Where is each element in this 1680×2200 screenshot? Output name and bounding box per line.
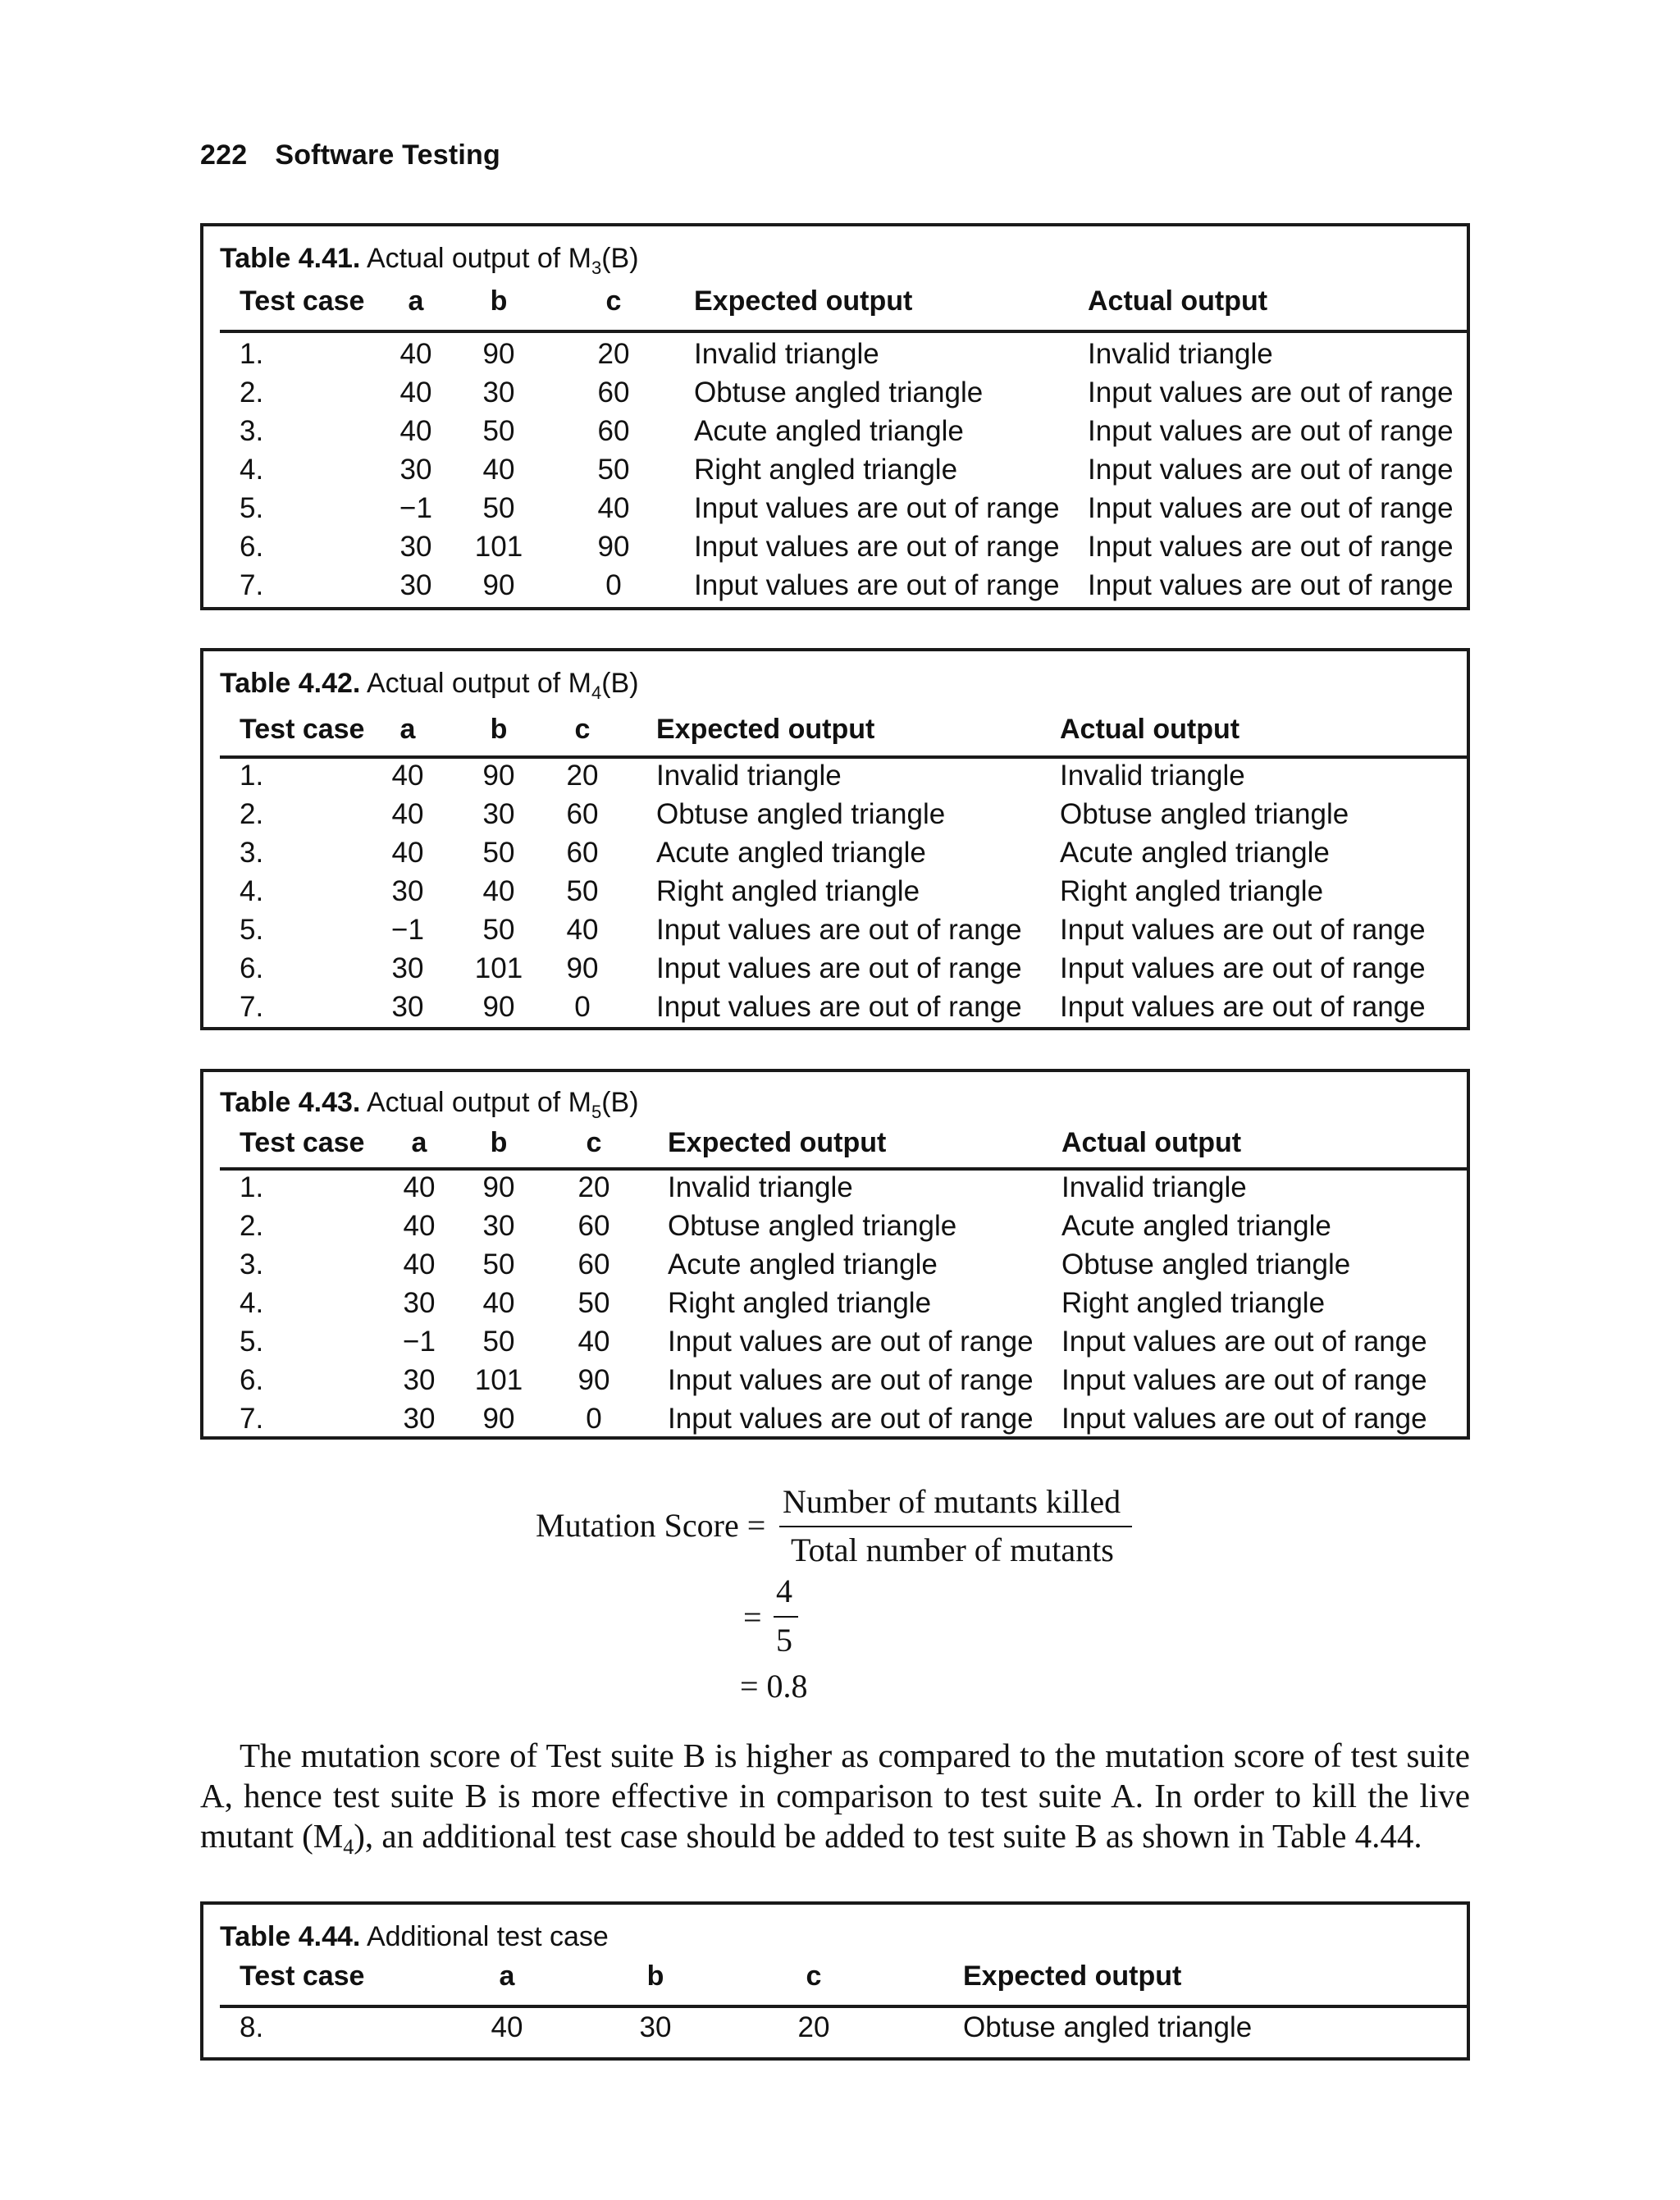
cell-a: 40 <box>391 760 424 792</box>
cell-test-case: 7. <box>240 569 264 601</box>
cell-actual-output: Acute angled triangle <box>1061 1210 1331 1242</box>
cell-expected-output: Invalid triangle <box>668 1171 853 1203</box>
formula-eq: = <box>743 1599 762 1636</box>
cell-expected-output: Invalid triangle <box>656 760 842 792</box>
cell-expected-output: Obtuse angled triangle <box>668 1210 957 1242</box>
cell-c: 0 <box>605 569 622 601</box>
cell-b: 50 <box>482 492 515 524</box>
cell-b: 50 <box>482 1248 515 1280</box>
cell-actual-output: Input values are out of range <box>1088 492 1454 524</box>
cell-a: 40 <box>391 798 424 830</box>
cell-c: 20 <box>578 1171 610 1203</box>
cell-a: 30 <box>391 991 424 1023</box>
column-header-c: c <box>586 1127 602 1158</box>
cell-actual-output: Input values are out of range <box>1088 569 1454 601</box>
formula-result: = 0.8 <box>740 1668 808 1705</box>
cell-expected-output: Input values are out of range <box>656 952 1022 984</box>
cell-a: 30 <box>403 1403 436 1435</box>
table-row <box>203 1287 1467 1325</box>
cell-c: 90 <box>578 1364 610 1396</box>
table-row <box>203 1248 1467 1286</box>
formula-lhs: Mutation Score = <box>536 1507 766 1544</box>
cell-a: 30 <box>391 875 424 907</box>
cell-expected-output: Obtuse angled triangle <box>694 377 984 409</box>
cell-actual-output: Input values are out of range <box>1061 1403 1427 1435</box>
cell-b: 90 <box>482 338 515 370</box>
cell-a: 40 <box>399 415 432 447</box>
cell-test-case: 6. <box>240 952 264 984</box>
cell-b: 30 <box>482 377 515 409</box>
cell-test-case: 1. <box>240 1171 264 1203</box>
table-row <box>203 1403 1467 1440</box>
cell-c: 60 <box>578 1248 610 1280</box>
cell-b: 90 <box>482 991 515 1023</box>
table-row <box>203 1210 1467 1248</box>
cell-a: −1 <box>391 914 424 946</box>
table-row <box>203 1326 1467 1363</box>
column-header-expected-output: Expected output <box>963 1960 1182 1992</box>
table-row <box>203 760 1467 797</box>
column-header-b: b <box>490 285 508 317</box>
cell-b: 30 <box>482 1210 515 1242</box>
cell-expected-output: Input values are out of range <box>668 1326 1034 1358</box>
table-row <box>203 991 1467 1029</box>
fraction-bar-small <box>774 1616 798 1618</box>
formula-denominator: Total number of mutants <box>791 1531 1114 1568</box>
cell-c: 60 <box>597 415 630 447</box>
cell-actual-output: Input values are out of range <box>1060 991 1426 1023</box>
cell-b: 50 <box>482 415 515 447</box>
cell-expected-output: Invalid triangle <box>694 338 879 370</box>
cell-c: 60 <box>566 798 599 830</box>
cell-actual-output: Right angled triangle <box>1060 875 1324 907</box>
cell-b: 40 <box>482 1287 515 1319</box>
cell-b: 30 <box>482 798 515 830</box>
cell-a: 30 <box>399 531 432 563</box>
paragraph-text: The mutation score of Test suite B is higher as compared to the mutation score of test suite A, hence test suite B is more effective in comparison to test suite A. In order to kill the live mutant $(M_4)$, an additional test case should be added to test suite B as shown in Table 4.44. <box>200 1737 1470 1859</box>
cell-actual-output: Right angled triangle <box>1061 1287 1326 1319</box>
cell-test-case: 5. <box>240 1326 264 1358</box>
cell-a: 40 <box>391 837 424 869</box>
cell-a: 40 <box>399 338 432 370</box>
column-header-expected-output: Expected output <box>656 714 875 745</box>
cell-c: 40 <box>578 1326 610 1358</box>
cell-a: 30 <box>399 454 432 486</box>
formula-numerator: Number of mutants killed <box>783 1483 1121 1520</box>
cell-actual-output: Input values are out of range <box>1088 531 1454 563</box>
cell-expected-output: Input values are out of range <box>656 991 1022 1023</box>
cell-actual-output: Input values are out of range <box>1088 415 1454 447</box>
table-row <box>203 798 1467 836</box>
cell-c: 60 <box>578 1210 610 1242</box>
cell-expected-output: Input values are out of range <box>668 1403 1034 1435</box>
column-header-a: a <box>399 714 416 745</box>
cell-a: 40 <box>403 1248 436 1280</box>
cell-b: 40 <box>482 454 515 486</box>
cell-b: 50 <box>482 1326 515 1358</box>
cell-b: 90 <box>482 569 515 601</box>
table-header <box>203 1127 1467 1160</box>
table-row <box>203 2011 1467 2049</box>
cell-test-case: 6. <box>240 1364 264 1396</box>
table-caption: Table 4.41. Actual output of $M_3(B)$ <box>220 243 639 278</box>
cell-a: 30 <box>403 1364 436 1396</box>
cell-test-case: 7. <box>240 991 264 1023</box>
cell-c: 90 <box>566 952 599 984</box>
table-header <box>203 285 1467 318</box>
running-head <box>200 139 500 171</box>
cell-test-case: 1. <box>240 338 264 370</box>
cell-c: 60 <box>566 837 599 869</box>
table-row <box>203 914 1467 952</box>
table-4-42 <box>200 648 1470 1030</box>
table-4-44 <box>200 1901 1470 2061</box>
cell-b: 101 <box>474 531 523 563</box>
cell-test-case: 3. <box>240 415 264 447</box>
cell-test-case: 1. <box>240 760 264 792</box>
cell-a: 40 <box>491 2011 523 2043</box>
book-title: Software Testing <box>275 139 500 171</box>
table-row <box>203 492 1467 530</box>
cell-test-case: 4. <box>240 875 264 907</box>
column-header-expected-output: Expected output <box>668 1127 887 1158</box>
table-row <box>203 531 1467 568</box>
table-caption: Table 4.43. Actual output of $M_5(B)$ <box>220 1087 639 1122</box>
cell-expected-output: Acute angled triangle <box>668 1248 938 1280</box>
cell-expected-output: Obtuse angled triangle <box>963 2011 1253 2043</box>
cell-a: 30 <box>403 1287 436 1319</box>
cell-c: 20 <box>797 2011 830 2043</box>
cell-test-case: 5. <box>240 492 264 524</box>
cell-c: 90 <box>597 531 630 563</box>
body-paragraph <box>200 1736 1470 1859</box>
cell-a: 30 <box>399 569 432 601</box>
table-caption: Table 4.44. Additional test case <box>220 1921 609 1952</box>
table-row <box>203 837 1467 874</box>
fraction-denominator: 5 <box>776 1622 792 1659</box>
table-header <box>203 714 1467 746</box>
cell-actual-output: Invalid triangle <box>1060 760 1245 792</box>
cell-b: 101 <box>474 1364 523 1396</box>
cell-actual-output: Input values are out of range <box>1060 952 1426 984</box>
column-header-test-case: Test case <box>240 1127 365 1158</box>
cell-test-case: 2. <box>240 798 264 830</box>
table-row <box>203 569 1467 607</box>
cell-test-case: 5. <box>240 914 264 946</box>
cell-actual-output: Acute angled triangle <box>1060 837 1330 869</box>
cell-expected-output: Input values are out of range <box>668 1364 1034 1396</box>
cell-c: 20 <box>566 760 599 792</box>
column-header-test-case: Test case <box>240 285 365 317</box>
table-row <box>203 1364 1467 1402</box>
cell-test-case: 3. <box>240 1248 264 1280</box>
cell-b: 90 <box>482 1171 515 1203</box>
cell-test-case: 2. <box>240 377 264 409</box>
cell-actual-output: Input values are out of range <box>1088 377 1454 409</box>
page-number: 222 <box>200 139 248 171</box>
column-header-b: b <box>490 1127 508 1158</box>
cell-b: 40 <box>482 875 515 907</box>
cell-b: 30 <box>639 2011 672 2043</box>
cell-test-case: 8. <box>240 2011 264 2043</box>
column-header-b: b <box>490 714 508 745</box>
cell-actual-output: Invalid triangle <box>1088 338 1273 370</box>
cell-expected-output: Input values are out of range <box>694 492 1060 524</box>
column-header-b: b <box>646 1960 664 1992</box>
cell-c: 50 <box>597 454 630 486</box>
header-rule <box>220 330 1470 333</box>
header-rule <box>220 2005 1470 2008</box>
column-header-c: c <box>605 285 622 317</box>
cell-c: 40 <box>566 914 599 946</box>
table-header <box>203 1960 1467 1993</box>
cell-expected-output: Input values are out of range <box>694 531 1060 563</box>
table-row <box>203 415 1467 453</box>
cell-b: 50 <box>482 914 515 946</box>
cell-actual-output: Input values are out of range <box>1088 454 1454 486</box>
cell-actual-output: Input values are out of range <box>1061 1326 1427 1358</box>
cell-a: 40 <box>403 1171 436 1203</box>
cell-test-case: 4. <box>240 1287 264 1319</box>
table-row <box>203 454 1467 491</box>
fraction-numerator: 4 <box>776 1572 792 1609</box>
column-header-actual-output: Actual output <box>1060 714 1240 745</box>
cell-a: 40 <box>399 377 432 409</box>
cell-expected-output: Right angled triangle <box>656 875 920 907</box>
column-header-a: a <box>499 1960 515 1992</box>
fraction-bar <box>779 1526 1132 1527</box>
cell-expected-output: Right angled triangle <box>694 454 958 486</box>
column-header-c: c <box>806 1960 822 1992</box>
table-4-43 <box>200 1069 1470 1440</box>
cell-b: 50 <box>482 837 515 869</box>
cell-actual-output: Obtuse angled triangle <box>1060 798 1349 830</box>
table-4-41 <box>200 223 1470 610</box>
cell-test-case: 7. <box>240 1403 264 1435</box>
cell-expected-output: Input values are out of range <box>656 914 1022 946</box>
table-row <box>203 875 1467 913</box>
cell-a: 40 <box>403 1210 436 1242</box>
cell-b: 90 <box>482 760 515 792</box>
cell-a: −1 <box>403 1326 436 1358</box>
column-header-c: c <box>574 714 591 745</box>
column-header-actual-output: Actual output <box>1088 285 1268 317</box>
cell-test-case: 2. <box>240 1210 264 1242</box>
cell-b: 90 <box>482 1403 515 1435</box>
cell-actual-output: Obtuse angled triangle <box>1061 1248 1351 1280</box>
cell-c: 20 <box>597 338 630 370</box>
header-rule <box>220 1167 1470 1171</box>
cell-b: 101 <box>474 952 523 984</box>
column-header-actual-output: Actual output <box>1061 1127 1242 1158</box>
table-row <box>203 1171 1467 1209</box>
cell-c: 40 <box>597 492 630 524</box>
cell-expected-output: Input values are out of range <box>694 569 1060 601</box>
cell-test-case: 3. <box>240 837 264 869</box>
table-caption: Table 4.42. Actual output of $M_4(B)$ <box>220 668 639 703</box>
column-header-test-case: Test case <box>240 714 365 745</box>
cell-actual-output: Invalid triangle <box>1061 1171 1247 1203</box>
cell-c: 60 <box>597 377 630 409</box>
cell-c: 50 <box>578 1287 610 1319</box>
table-row <box>203 338 1467 376</box>
cell-actual-output: Input values are out of range <box>1061 1364 1427 1396</box>
cell-expected-output: Acute angled triangle <box>694 415 964 447</box>
column-header-a: a <box>411 1127 427 1158</box>
table-row <box>203 952 1467 990</box>
cell-test-case: 4. <box>240 454 264 486</box>
column-header-a: a <box>408 285 424 317</box>
cell-expected-output: Right angled triangle <box>668 1287 932 1319</box>
cell-a: −1 <box>399 492 432 524</box>
header-rule <box>220 755 1470 759</box>
table-row <box>203 377 1467 414</box>
cell-c: 0 <box>574 991 591 1023</box>
cell-c: 50 <box>566 875 599 907</box>
cell-c: 0 <box>586 1403 602 1435</box>
cell-expected-output: Obtuse angled triangle <box>656 798 946 830</box>
cell-expected-output: Acute angled triangle <box>656 837 926 869</box>
cell-a: 30 <box>391 952 424 984</box>
column-header-test-case: Test case <box>240 1960 365 1992</box>
cell-test-case: 6. <box>240 531 264 563</box>
cell-actual-output: Input values are out of range <box>1060 914 1426 946</box>
column-header-expected-output: Expected output <box>694 285 913 317</box>
